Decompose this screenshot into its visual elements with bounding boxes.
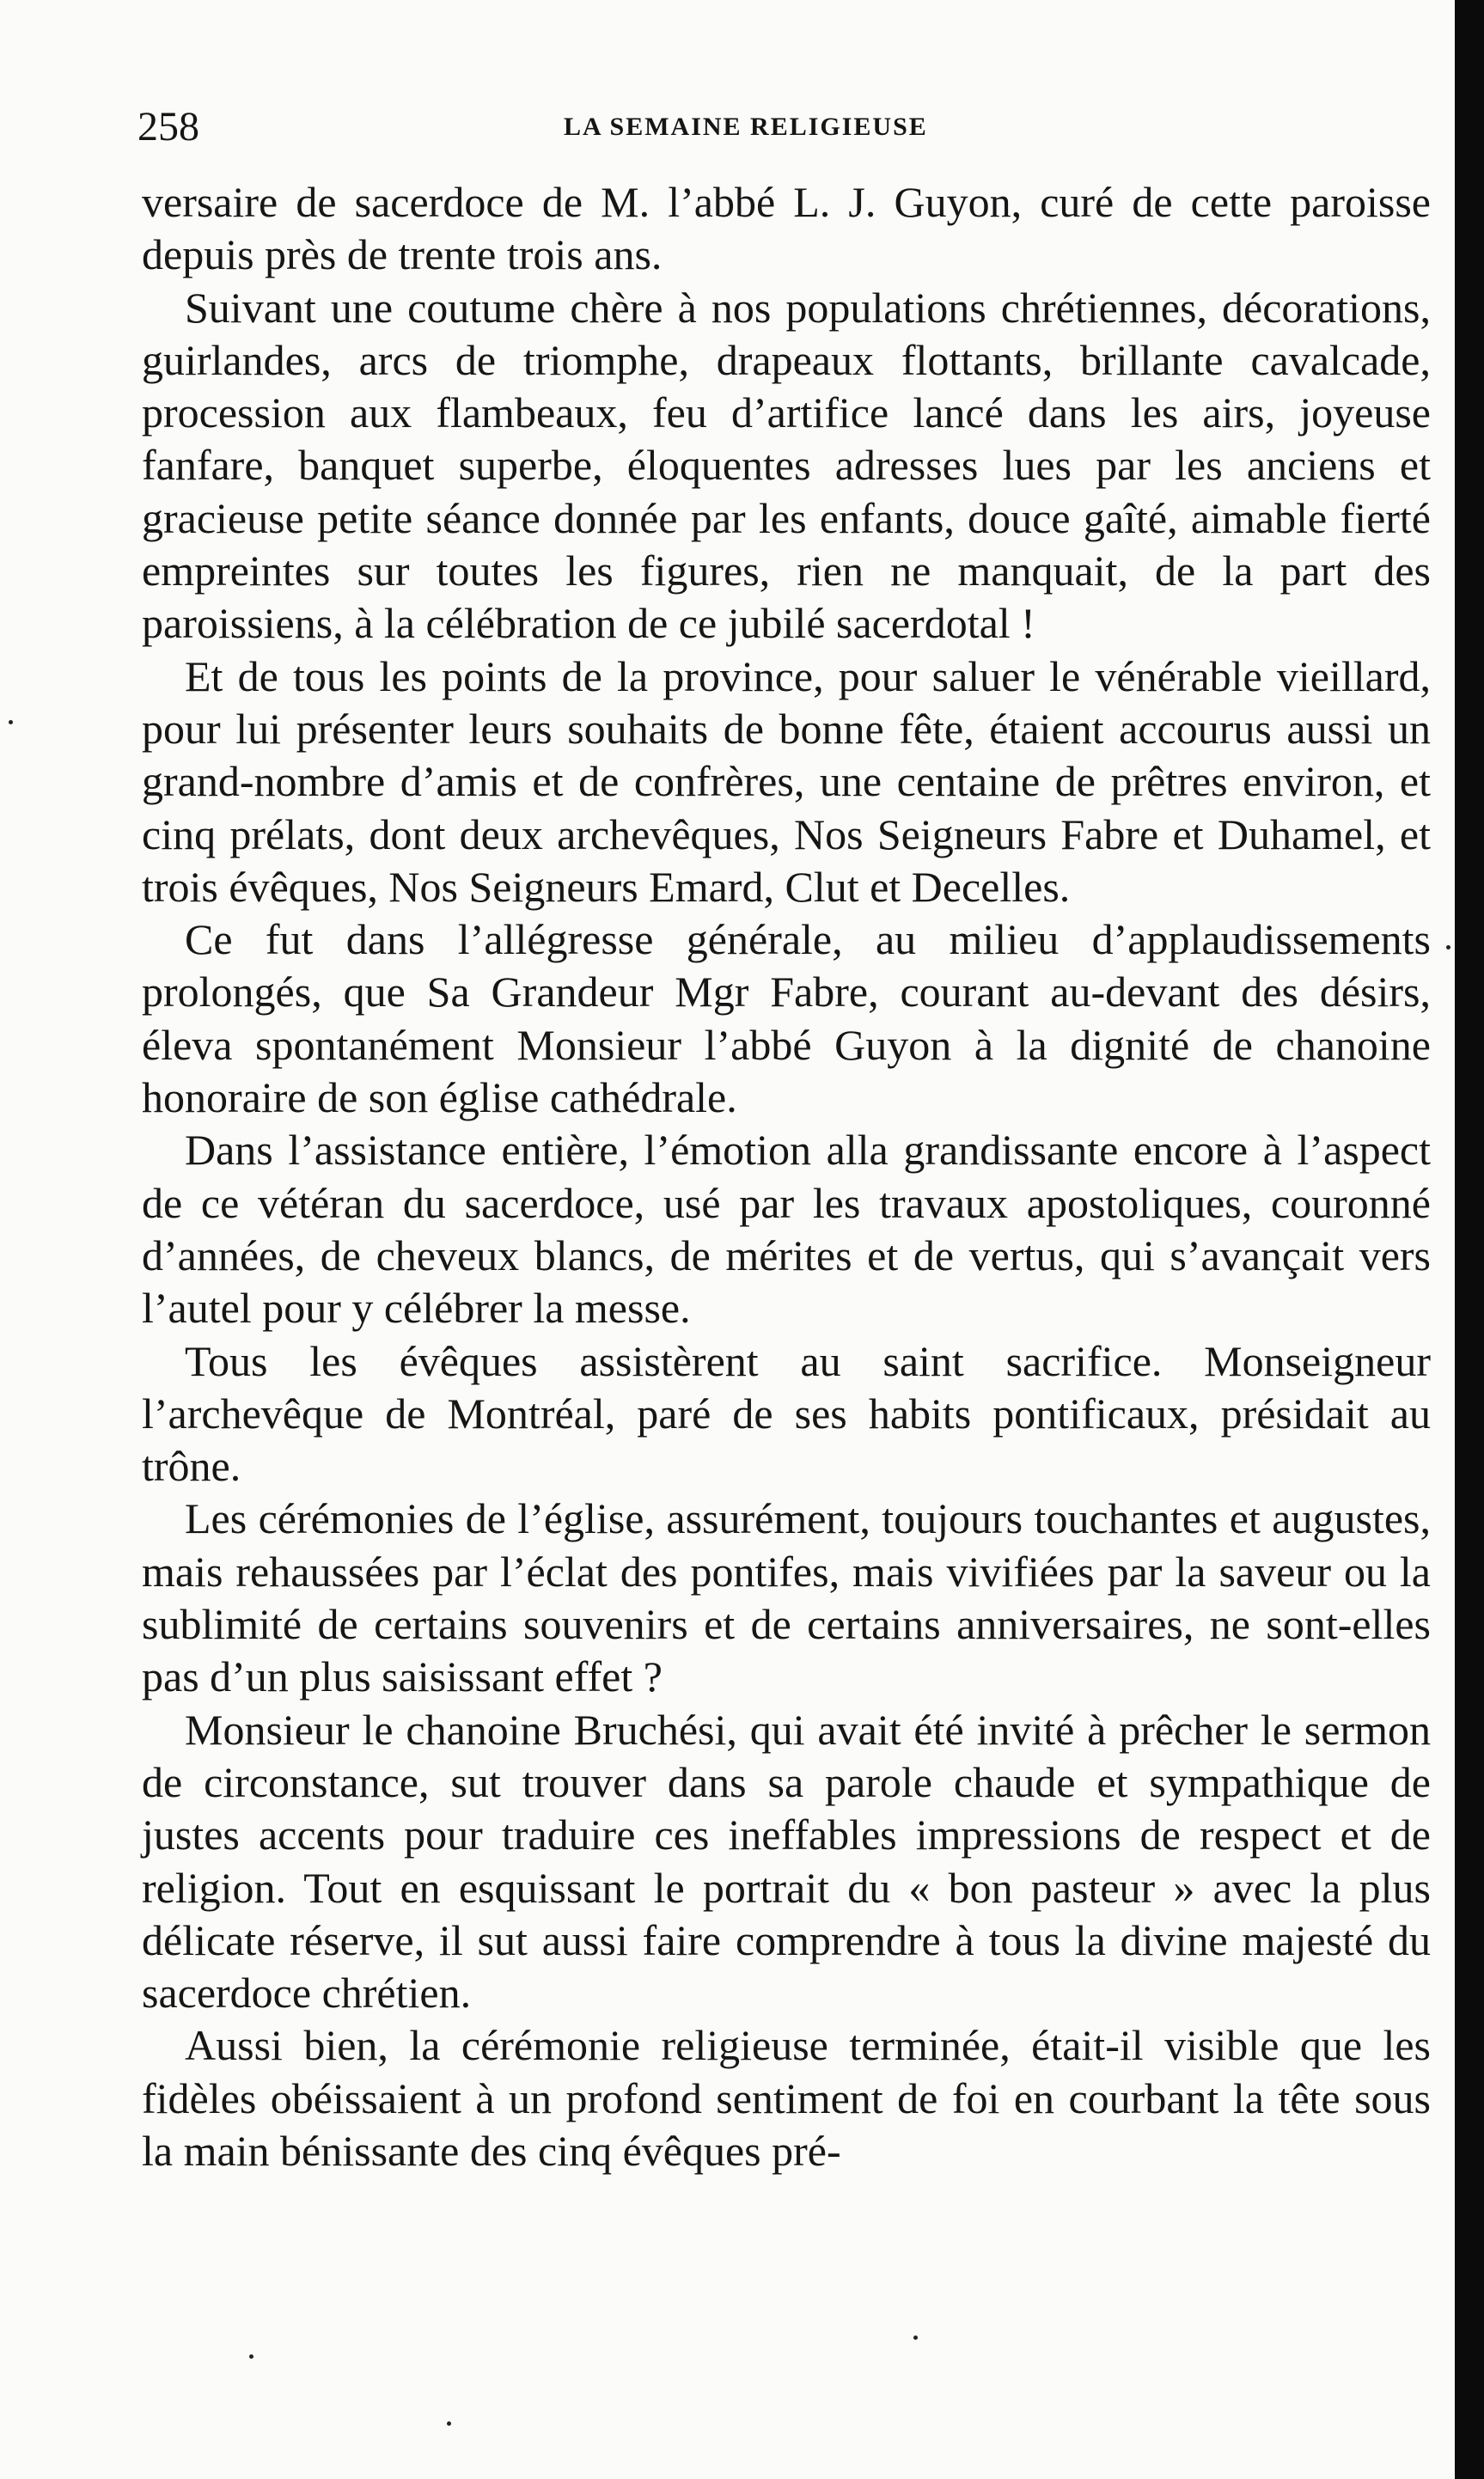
paragraph: Et de tous les points de la province, pour saluer le vénérable vieillard, pour lui présenter leurs souhaits de bonne fête, étaient accourus aussi un grand-nombre d’amis et de confrères, une centaine de prêtres environ, et cinq prélats, dont deux archevêques, Nos Seigneurs Fabre et Duhamel, et trois évêques, Nos Seigneurs Emard, Clut et Decelles. [142, 651, 1431, 911]
running-title: LA SEMAINE RELIGIEUSE [564, 113, 928, 141]
paragraph: Suivant une coutume chère à nos populations chrétiennes, décorations, guirlandes, arcs de triomphe, drapeaux flottants, brillante cavalcade, procession aux flambeaux, feu d’artifice lancé dans les airs, joyeuse fanfare, banquet superbe, éloquentes adresses lues par les anciens et gracieuse petite séance donnée par les enfants, douce gaîté, aimable fierté empreintes sur toutes les figures, rien ne manquait, de la part des paroissiens, à la célébration de ce jubilé sacerdotal ! [142, 283, 1431, 648]
page-edge-shadow [1455, 0, 1484, 2479]
paragraph: Monsieur le chanoine Bruchési, qui avait été invité à prêcher le sermon de circonstance, sut trouver dans sa parole chaude et sympathique de justes accents pour traduire ces ineffables impressions de respect et de religion. Tout en esquissant le portrait du « bon pasteur » avec la plus délicate réserve, il sut aussi faire comprendre à tous la divine majesté du sacerdoce chrétien. [142, 1705, 1431, 2018]
paragraph: Tous les évêques assistèrent au saint sacrifice. Monseigneur l’archevêque de Montréal, paré de ses habits pontificaux, présidait au trône. [142, 1336, 1431, 1491]
scan-speck [1446, 945, 1450, 949]
page-header [137, 101, 1461, 153]
paragraph: Les cérémonies de l’église, assurément, toujours touchantes et augustes, mais rehaussées par l’éclat des pontifes, mais vivifiées par la saveur ou la sublimité de certains souvenirs et de certains anniversaires, ne sont-elles pas d’un plus saisissant effet ? [142, 1494, 1431, 1701]
paragraph: Dans l’assistance entière, l’émotion alla grandissante encore à l’aspect de ce vétéran du sacerdoce, usé par les travaux apostoliques, couronné d’années, de cheveux blancs, de mérites et de vertus, qui s’avançait vers l’autel pour y célébrer la messe. [142, 1126, 1431, 1333]
paragraph: Aussi bien, la cérémonie religieuse terminée, était-il visible que les fidèles obéissaient à un profond sentiment de foi en courbant la tête sous la main bénissante des cinq évêques pré- [142, 2021, 1431, 2175]
scan-speck [447, 2421, 451, 2426]
page-number: 258 [137, 104, 199, 150]
body-text [142, 176, 1431, 2177]
scan-speck [9, 720, 13, 724]
scan-speck [913, 2336, 918, 2340]
scan-speck [249, 2354, 253, 2359]
paragraph: Ce fut dans l’allégresse générale, au milieu d’applaudissements prolongés, que Sa Grandeur Mgr Fabre, courant au-devant des désirs, éleva spontanément Monsieur l’abbé Guyon à la dignité de chanoine honoraire de son église cathédrale. [142, 915, 1431, 1122]
paragraph: versaire de sacerdoce de M. l’abbé L. J. Guyon, curé de cette paroisse depuis près de trente trois ans. [142, 178, 1431, 279]
